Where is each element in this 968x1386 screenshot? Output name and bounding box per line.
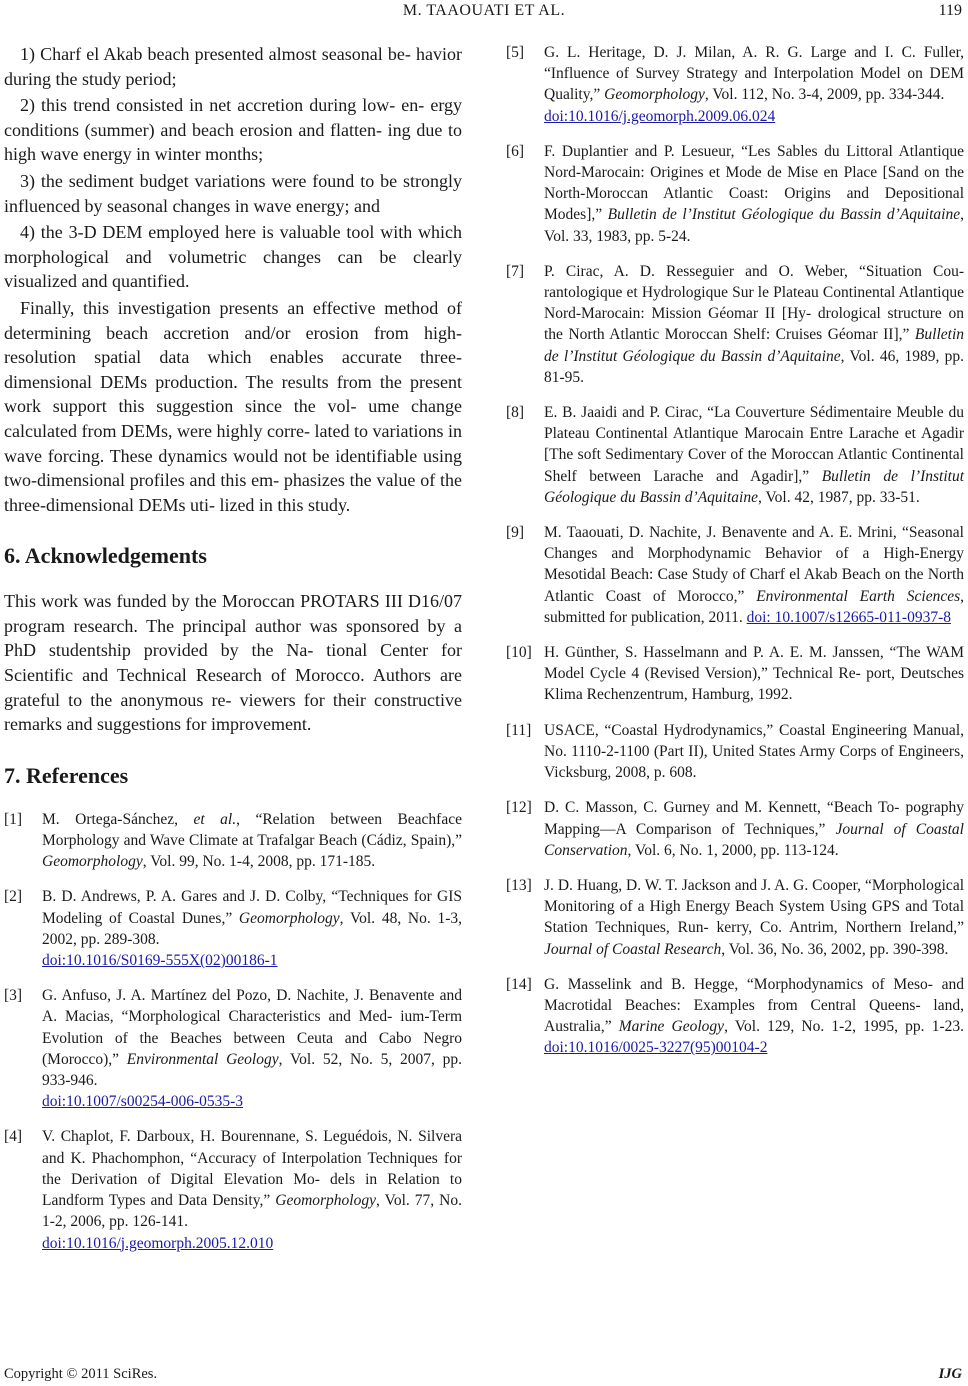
- reference-text: [544, 42, 964, 127]
- reference-authors-title: V. Chaplot, F. Darboux, H. Bourennane, S. Leguédois, N. Silvera and K. Phachomphon, “Accuracy of Interpolation Techniques for the Derivation of Digital Elevation Mo- dels in Relation to Landform Types and Data Density,”: [42, 1128, 462, 1210]
- reference-source: Environmental Earth Sciences: [756, 587, 961, 605]
- doi-link[interactable]: doi:10.1016/S0169-555X(02)00186-1: [42, 952, 278, 970]
- reference-text: [42, 886, 462, 971]
- reference-source: Environmental Geology: [126, 1050, 279, 1068]
- doi-link[interactable]: doi:10.1016/j.geomorph.2005.12.010: [42, 1234, 274, 1252]
- reference-list-left: [4, 809, 462, 1254]
- reference-number: [9]: [506, 524, 525, 542]
- conclusion-summary: Finally, this investigation presents an effective method of determining beach accretion and/or erosion from high-resolution spatial data which enables accurate three-dimensional DEMs production. The results from the present work support this suggestion since the vol- ume change calculated from DEMs, were highly corre- lated to variations in wave forcing. These dynamics would not be identifiable using two-dimensional profiles and this em- phasizes the value of the three-dimensional DEMs uti- lized in this study.: [4, 297, 462, 515]
- journal-abbrev: IJG: [938, 1366, 962, 1382]
- reference-number: [7]: [506, 262, 525, 280]
- reference-details: , submitted for publication, 2011.: [544, 587, 964, 626]
- reference-text: [544, 797, 964, 861]
- reference-authors-title: B. D. Andrews, P. A. Gares and J. D. Colby, “Techniques for GIS Modeling of Coastal Dunes,”: [42, 888, 462, 927]
- reference-source: Geomorphology: [604, 86, 705, 104]
- reference-authors-title: M. Ortega-Sánchez,: [42, 810, 194, 828]
- doi-link[interactable]: doi:10.1016/j.geomorph.2009.06.024: [544, 107, 776, 125]
- reference-details: , Vol. 48, No. 1-3, 2002, pp. 289-308.: [42, 909, 462, 948]
- reference-authors-title: E. B. Jaaidi and P. Cirac, “La Couverture Sédimentaire Meuble du Plateau Continental Atlantique Marocain Entre Larache et Agadir [The soft Sedimentary Cover of the Moroccan Atlantic Continental Shelf between Larache and Agadir],”: [544, 404, 964, 485]
- reference-authors-title: G. L. Heritage, D. J. Milan, A. R. G. Large and I. C. Fuller, “Influence of Survey Strategy and Interpolation Model on DEM Quality,”: [544, 44, 964, 104]
- reference-authors-title: G. Masselink and B. Hegge, “Morphodynamics of Meso- and Macrotidal Beaches: Examples from Central Queens- land, Australia,”: [544, 975, 964, 1036]
- reference-details: , Vol. 77, No. 1-2, 2006, pp. 126-141.: [42, 1192, 462, 1231]
- reference-number: [8]: [506, 404, 525, 422]
- reference-source: Marine Geology: [618, 1018, 725, 1036]
- reference-source: Journal of Coastal Conservation: [544, 820, 964, 859]
- reference-details: , Vol. 99, No. 1-4, 2008, pp. 171-185.: [142, 853, 376, 871]
- reference-details: , Vol. 6, No. 1, 2000, pp. 113-124.: [627, 841, 839, 859]
- conclusion-item-4: 4) the 3-D DEM employed here is valuable tool with which morphological and volumetric changes can be clearly visualized and quantified.: [4, 222, 462, 292]
- reference-details: , “Relation between Beachface Morphology and Wave Climate at Trafalgar Beach (Cádiz, Spain),”: [42, 810, 462, 850]
- conclusion-item-2: 2) this trend consisted in net accretion during low- en- ergy conditions (summer) and beach erosion and flatten- ing due to high wave energy in winter months;: [4, 95, 462, 165]
- reference-number: [4]: [4, 1128, 23, 1146]
- doi-link[interactable]: doi: 10.1007/s12665-011-0937-8: [746, 608, 951, 626]
- reference-item: [4, 886, 462, 971]
- reference-authors-title: D. C. Masson, C. Gurney and M. Kennett, “Beach To- pography Mapping—A Comparison of Techniques,”: [544, 799, 964, 838]
- reference-authors-title: USACE, “Coastal Hydrodynamics,” Coastal Engineering Manual, No. 1110-2-1100 (Part II), United States Army Corps of Engineers, Vicksburg, 2008, p. 608.: [544, 721, 964, 782]
- reference-text: [544, 974, 964, 1059]
- reference-text: [42, 1126, 462, 1253]
- reference-item: [506, 642, 964, 706]
- reference-details: , Vol. 42, 1987, pp. 33-51.: [757, 488, 920, 506]
- reference-text: [544, 141, 964, 247]
- reference-item: [506, 42, 964, 127]
- reference-text: [544, 720, 964, 784]
- reference-details: , Vol. 112, No. 3-4, 2009, pp. 334-344.: [704, 86, 945, 104]
- reference-item: [506, 141, 964, 247]
- reference-details: , Vol. 52, No. 5, 2007, pp. 933-946.: [42, 1050, 462, 1090]
- page-footer: [4, 1366, 964, 1386]
- reference-authors-title: M. Taaouati, D. Nachite, J. Benavente and A. E. Mrini, “Seasonal Changes and Morphodynamic Behavior of a High-Energy Mesotidal Beach: Case Study of Charf el Akab Beach on the North Atlantic Coast of Morocco,”: [544, 524, 964, 605]
- reference-number: [5]: [506, 44, 525, 61]
- reference-item: [506, 720, 964, 784]
- reference-authors-title: G. Anfuso, J. A. Martínez del Pozo, D. Nachite, J. Benavente and A. Macias, “Morphological Characteristics and Med- ium-Term Evolution of the Beaches between Ceuta and Cabo Negro (Morocco),”: [42, 987, 462, 1068]
- reference-number: [13]: [506, 876, 532, 894]
- reference-item: [4, 1126, 462, 1253]
- reference-item: [506, 402, 964, 508]
- left-column: [4, 42, 462, 1268]
- reference-source: Journal of Coastal Research: [544, 940, 722, 958]
- right-column: [506, 42, 964, 1073]
- reference-authors-title: P. Cirac, A. D. Resseguier and O. Weber, “Situation Cou- rantologique et Hydrologique Sur le Plateau Continental Atlantique Nord-Marocain: Mission Géomar II [Hy- drological structure on the North Atlantic Moroccan Shelf: Cruises Géomar II],”: [544, 262, 964, 344]
- reference-number: [14]: [506, 975, 532, 993]
- reference-text: [544, 402, 964, 508]
- reference-item: [506, 974, 964, 1059]
- reference-details: , Vol. 36, No. 36, 2002, pp. 390-398.: [721, 940, 949, 958]
- conclusions-section: [4, 42, 462, 517]
- doi-link[interactable]: doi:10.1007/s00254-006-0535-3: [42, 1093, 244, 1111]
- page-number: 119: [938, 2, 962, 19]
- reference-item: [506, 522, 964, 628]
- reference-number: [6]: [506, 142, 525, 160]
- acknowledgements-heading: 6. Acknowledgements: [4, 543, 207, 569]
- conclusion-item-1: 1) Charf el Akab beach presented almost seasonal be- havior during the study period;: [4, 44, 462, 89]
- reference-source: Bulletin de l’Institut Géologique du Bassin d’Aquitaine: [544, 467, 964, 506]
- doi-link[interactable]: doi:10.1016/0025-3227(95)00104-2: [544, 1039, 768, 1057]
- reference-details: , Vol. 129, No. 1-2, 1995, pp. 1-23.: [724, 1018, 964, 1036]
- reference-item: [506, 261, 964, 388]
- reference-text: [544, 522, 964, 628]
- reference-text: [42, 809, 462, 873]
- reference-number: [2]: [4, 888, 23, 906]
- reference-details: , Vol. 33, 1983, pp. 5-24.: [544, 206, 964, 245]
- reference-source: Bulletin de l’Institut Géologique du Bassin d’Aquitaine: [544, 326, 964, 365]
- reference-item: [506, 797, 964, 861]
- reference-text: [544, 261, 964, 388]
- reference-number: [10]: [506, 644, 532, 662]
- references-heading: 7. References: [4, 762, 129, 788]
- reference-source: et al.: [193, 810, 237, 828]
- reference-number: [11]: [506, 721, 532, 739]
- reference-item: [4, 985, 462, 1112]
- acknowledgements-text: This work was funded by the Moroccan PROTARS III D16/07 program research. The principal author was sponsored by a PhD studentship provided by the Na- tional Center for Scientific and Technical Research of Morocco. Authors are grateful to the anonymous re- viewers for their constructive remarks and suggestions for improvement.: [4, 591, 462, 735]
- reference-text: [544, 642, 964, 706]
- reference-source: Geomorphology: [42, 853, 143, 871]
- reference-authors-title: F. Duplantier and P. Lesueur, “Les Sables du Littoral Atlantique Nord-Marocain: Origines et Mode de Mise en Place [Sand on the North-Moroccan Atlantic Coast: Origins and Depositional Modes],”: [544, 142, 964, 224]
- reference-source: Geomorphology: [238, 909, 340, 927]
- conclusion-item-3: 3) the sediment budget variations were found to be strongly influenced by seasonal changes in wave energy; and: [4, 170, 462, 216]
- reference-authors-title: H. Günther, S. Hasselmann and P. A. E. M. Janssen, “The WAM Model Cycle 4 (Revised Version),” Technical Re- port, Deutsches Klima Rechenzentrum, Hamburg, 1992.: [544, 644, 964, 704]
- reference-source: Geomorphology: [275, 1192, 376, 1210]
- reference-source: Bulletin de l’Institut Géologique du Bassin d’Aquitaine: [607, 206, 961, 224]
- reference-number: [1]: [4, 810, 23, 828]
- copyright-notice: Copyright © 2011 SciRes.: [4, 1366, 158, 1382]
- reference-text: [544, 875, 964, 960]
- reference-item: [4, 809, 462, 873]
- reference-list-right: [506, 42, 964, 1059]
- reference-details: , Vol. 46, 1989, pp. 81-95.: [544, 347, 964, 386]
- reference-authors-title: J. D. Huang, D. W. T. Jackson and J. A. G. Cooper, “Morphological Monitoring of a High Energy Beach System Using GPS and Total Station Techniques, Run- kerry, Co. Antrim, Northern Ireland,”: [544, 876, 964, 937]
- running-header: [0, 2, 968, 24]
- reference-number: [12]: [506, 799, 532, 817]
- reference-text: [42, 985, 462, 1112]
- running-title: M. TAAOUATI ET AL.: [402, 2, 566, 19]
- reference-item: [506, 875, 964, 960]
- reference-number: [3]: [4, 987, 23, 1005]
